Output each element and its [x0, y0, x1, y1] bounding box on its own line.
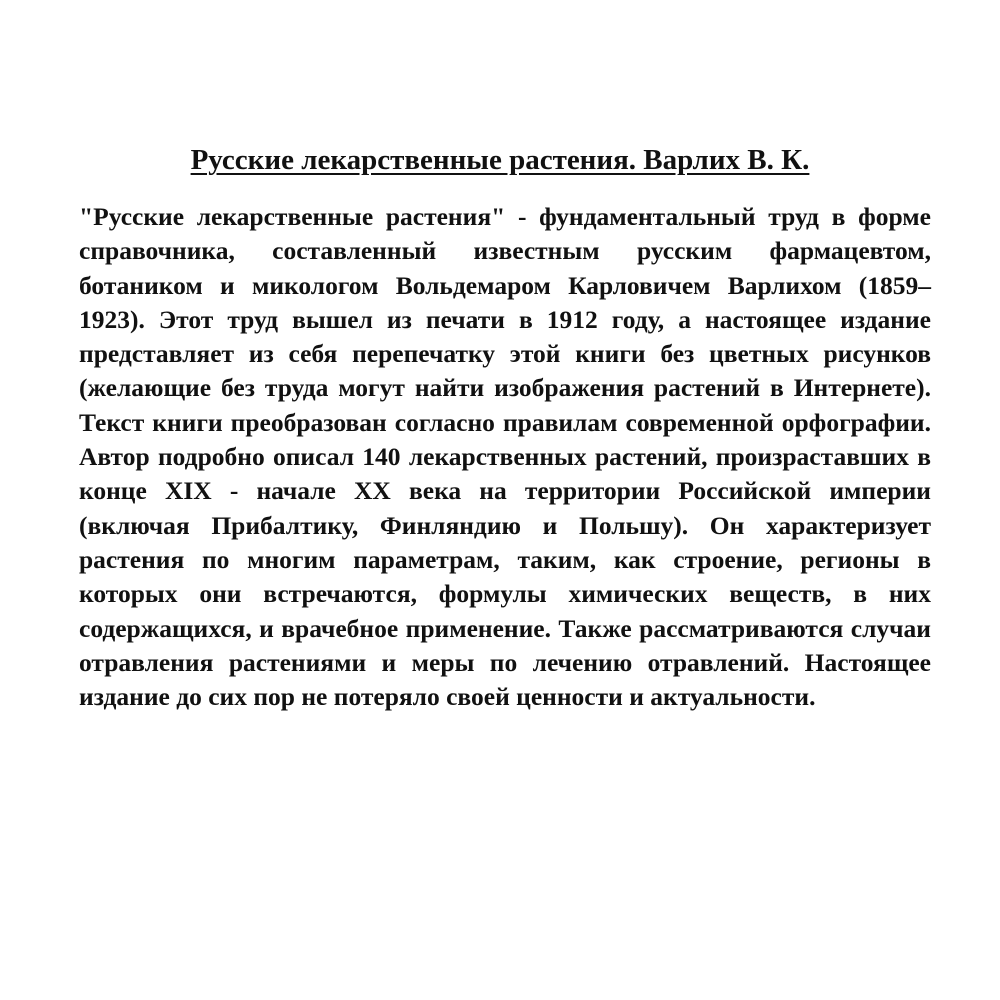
document-title: Русские лекарственные растения. Варлих В. К. [190, 144, 810, 176]
document-body: "Русские лекарственные растения" - фундаментальный труд в форме справочника, составленный известным русским фармацевтом, ботаником и микологом Вольдемаром Карловичем Варлихом (1859–1923). Этот труд вышел из печати в 1912 году, а настоящее издание представляет из себя перепечатку этой книги без цветных рисунков (желающие без труда могут найти изображения растений в Интернете). Текст книги преобразован согласно правилам современной орфографии. Автор подробно описал 140 лекарственных растений, произраставших в конце XIX - начале XX века на территории Российской империи (включая Прибалтику, Финляндию и Польшу). Он характеризует растения по многим параметрам, таким, как строение, регионы в которых они встречаются, формулы химических веществ, в них содержащихся, и врачебное применение. Также рассматриваются случаи отравления растениями и меры по лечению отравлений. Настоящее издание до сих пор не потеряло своей ценности и актуальности. [79, 202, 931, 712]
